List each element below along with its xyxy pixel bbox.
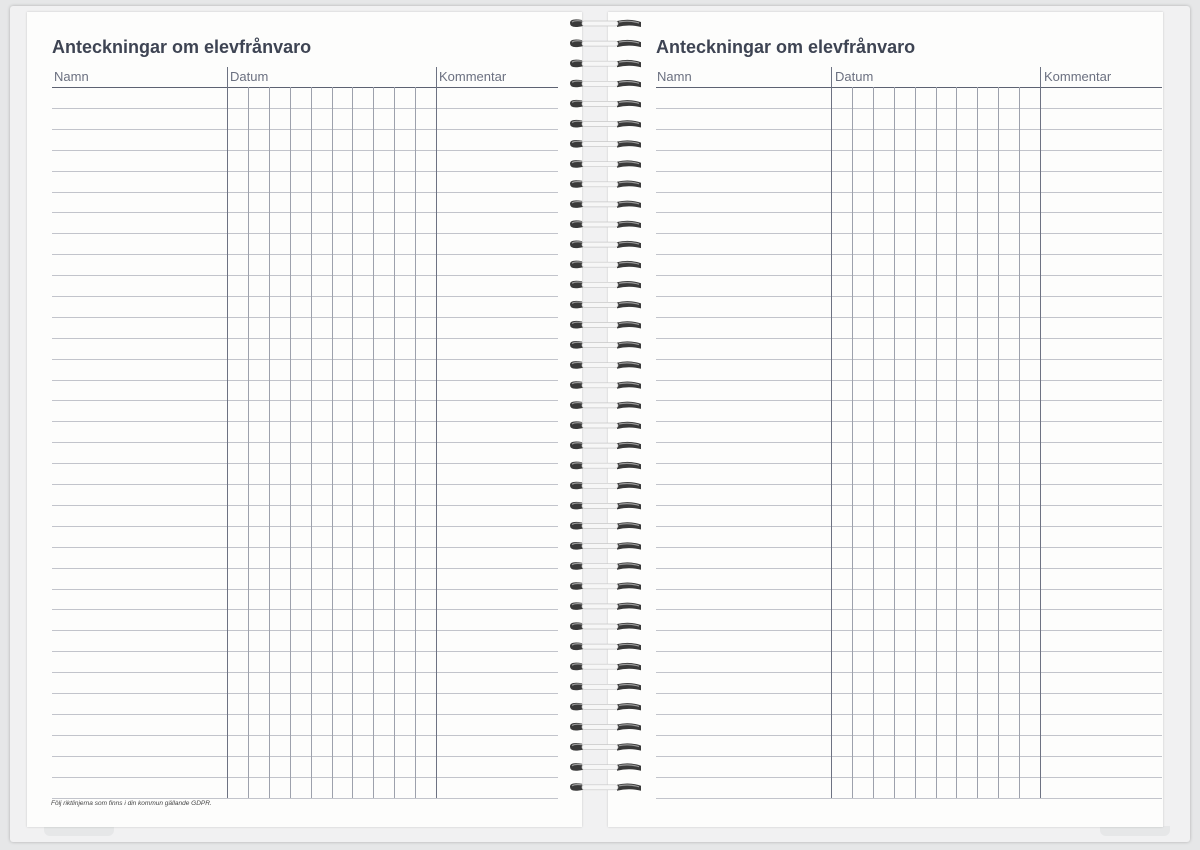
binding-coil [570, 401, 641, 409]
binding-coil [570, 301, 641, 309]
row-rule [656, 233, 1162, 234]
page-title: Anteckningar om elevfrånvaro [52, 37, 312, 57]
row-rule [52, 338, 558, 339]
row-rule [52, 150, 558, 151]
date-cell-divider [936, 87, 937, 798]
column-divider-comment [436, 67, 437, 798]
row-rule [52, 589, 558, 590]
row-rule [52, 463, 558, 464]
row-rule [656, 589, 1162, 590]
row-rule [52, 254, 558, 255]
row-rule [656, 442, 1162, 443]
binding-coil [570, 683, 641, 691]
row-rule [656, 547, 1162, 548]
binding-coil [570, 622, 641, 630]
binding-coil [570, 562, 641, 570]
row-rule [656, 735, 1162, 736]
binding-coil [570, 40, 641, 48]
binding-coil [570, 723, 641, 731]
row-rule [656, 714, 1162, 715]
row-rule [656, 254, 1162, 255]
binding-coil [570, 703, 641, 711]
column-header-name: Namn [657, 69, 692, 84]
date-cell-divider [873, 87, 874, 798]
column-header-date: Datum [230, 69, 269, 84]
row-rule [52, 171, 558, 172]
binding-coil [570, 522, 641, 530]
row-rule [656, 171, 1162, 172]
row-rule [52, 212, 558, 213]
row-rule [52, 798, 558, 799]
row-rule [52, 484, 558, 485]
row-rule [656, 756, 1162, 757]
row-rule [656, 317, 1162, 318]
binding-coil [570, 19, 641, 27]
binding-coil [570, 462, 641, 470]
row-rule [52, 651, 558, 652]
column-header-date: Datum [835, 69, 874, 84]
date-cell-divider [311, 87, 312, 798]
binding-coil [570, 160, 641, 168]
row-rule [52, 714, 558, 715]
row-rule [656, 212, 1162, 213]
binding-coil [570, 502, 641, 510]
column-header-name: Namn [54, 69, 89, 84]
date-cell-divider [248, 87, 249, 798]
row-rule [52, 777, 558, 778]
binding-coil [570, 200, 641, 208]
row-rule [52, 192, 558, 193]
row-rule [52, 672, 558, 673]
row-rule [656, 359, 1162, 360]
binding-coil [570, 60, 641, 68]
date-cell-divider [332, 87, 333, 798]
row-rule [52, 505, 558, 506]
binding-coil [570, 482, 641, 490]
date-cell-divider [977, 87, 978, 798]
column-divider-name [831, 67, 832, 798]
binding-coil [570, 180, 641, 188]
binding-coil [570, 140, 641, 148]
column-divider-comment [1040, 67, 1041, 798]
row-rule [656, 400, 1162, 401]
row-rule [52, 693, 558, 694]
column-header-comment: Kommentar [439, 69, 507, 84]
cover-notch-right [1100, 826, 1170, 836]
row-rule [52, 547, 558, 548]
row-rule [656, 568, 1162, 569]
row-rule [656, 526, 1162, 527]
date-cell-divider [290, 87, 291, 798]
row-rule [656, 798, 1162, 799]
row-rule [52, 568, 558, 569]
binding-coil [570, 542, 641, 550]
row-rule [656, 484, 1162, 485]
binding-coil [570, 361, 641, 369]
row-rule [656, 630, 1162, 631]
date-cell-divider [894, 87, 895, 798]
date-cell-divider [1019, 87, 1020, 798]
row-rule [656, 505, 1162, 506]
binding-coil [570, 743, 641, 751]
header-rule [656, 87, 1162, 88]
header-rule [52, 87, 558, 88]
binding-coil [570, 442, 641, 450]
row-rule [52, 630, 558, 631]
date-cell-divider [956, 87, 957, 798]
binding-coil [570, 220, 641, 228]
row-rule [52, 275, 558, 276]
row-rule [656, 672, 1162, 673]
row-rule [52, 108, 558, 109]
row-rule [52, 400, 558, 401]
row-rule [52, 296, 558, 297]
cover-notch-left [44, 826, 114, 836]
binding-coil [570, 643, 641, 651]
binding-coil [570, 120, 641, 128]
date-cell-divider [915, 87, 916, 798]
column-header-comment: Kommentar [1044, 69, 1112, 84]
date-cell-divider [415, 87, 416, 798]
row-rule [656, 463, 1162, 464]
row-rule [656, 275, 1162, 276]
binding-coil [570, 582, 641, 590]
spiral-binding [555, 0, 655, 850]
binding-coil [570, 80, 641, 88]
row-rule [52, 233, 558, 234]
row-rule [656, 338, 1162, 339]
column-divider-name [227, 67, 228, 798]
row-rule [52, 756, 558, 757]
row-rule [52, 442, 558, 443]
binding-coil [570, 261, 641, 269]
row-rule [656, 150, 1162, 151]
binding-coil [570, 341, 641, 349]
row-rule [656, 108, 1162, 109]
date-cell-divider [852, 87, 853, 798]
row-rule [52, 609, 558, 610]
binding-coil [570, 241, 641, 249]
binding-coil [570, 321, 641, 329]
row-rule [656, 192, 1162, 193]
page-title: Anteckningar om elevfrånvaro [656, 37, 916, 57]
date-cell-divider [394, 87, 395, 798]
binding-coil [570, 763, 641, 771]
row-rule [656, 129, 1162, 130]
row-rule [52, 380, 558, 381]
row-rule [656, 296, 1162, 297]
binding-coil [570, 602, 641, 610]
binding-coil [570, 381, 641, 389]
row-rule [656, 609, 1162, 610]
binding-coil [570, 281, 641, 289]
row-rule [52, 359, 558, 360]
binding-coil [570, 783, 641, 791]
row-rule [656, 421, 1162, 422]
row-rule [52, 421, 558, 422]
right-page [608, 12, 1163, 827]
date-cell-divider [269, 87, 270, 798]
row-rule [52, 317, 558, 318]
row-rule [656, 693, 1162, 694]
date-cell-divider [352, 87, 353, 798]
row-rule [656, 651, 1162, 652]
row-rule [52, 129, 558, 130]
gdpr-footnote: Följ riktlinjerna som finns i din kommun gällande GDPR. [51, 800, 212, 807]
date-cell-divider [373, 87, 374, 798]
left-page [27, 12, 582, 827]
date-cell-divider [998, 87, 999, 798]
row-rule [656, 777, 1162, 778]
row-rule [52, 526, 558, 527]
binding-coil [570, 421, 641, 429]
row-rule [656, 380, 1162, 381]
row-rule [52, 735, 558, 736]
binding-coil [570, 100, 641, 108]
binding-coil [570, 663, 641, 671]
